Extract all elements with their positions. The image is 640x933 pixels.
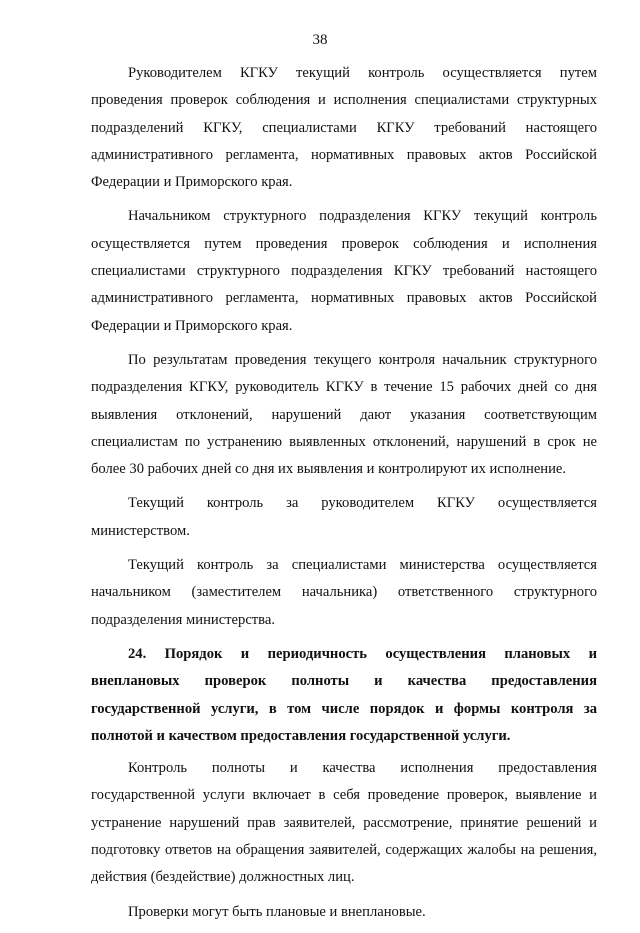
- paragraph-ministry-control: Текущий контроль за руководителем КГКУ осуществляется министерством.: [91, 495, 597, 539]
- section-heading-24: 24. Порядок и периодичность осуществления плановых и внеплановых проверок полноты и качества предоставления государственной услуги, в том числе порядок и формы контроля за полнотой и качеством предоставления государственной услуги.: [91, 645, 597, 744]
- paragraph-division-chief-control: Начальником структурного подразделения КГКУ текущий контроль осуществляется путем проведения проверок соблюдения и исполнения специалистами структурного подразделения КГКУ требований настоящего административного регламента, нормативных правовых актов Российской Федерации и Приморского края.: [91, 208, 597, 334]
- page-number: 38: [312, 32, 328, 48]
- paragraph-quality-control: Контроль полноты и качества исполнения предоставления государственной услуги включает в себя проведение проверок, выявление и устранение нарушений прав заявителей, рассмотрение, принятие решений и подготовку ответов на обращения заявителей, содержащих жалобы на решения, действия (бездействие) должностных лиц.: [91, 760, 597, 886]
- paragraph-head-control: Руководителем КГКУ текущий контроль осуществляется путем проведения проверок соблюдения и исполнения специалистами структурных подразделений КГКУ, специалистами КГКУ требований настоящего административного регламента, нормативных правовых актов Российской Федерации и Приморского края.: [91, 65, 597, 191]
- paragraph-ministry-specialists-control: Текущий контроль за специалистами министерства осуществляется начальником (заместителем начальника) ответственного структурного подразделения министерства.: [91, 557, 597, 628]
- paragraph-control-results: По результатам проведения текущего контроля начальник структурного подразделения КГКУ, руководитель КГКУ в течение 15 рабочих дней со дня выявления отклонений, нарушений дают указания соответствующим специалистам по устранению выявленных отклонений, нарушений в срок не более 30 рабочих дней со дня их выявления и контролируют их исполнение.: [91, 351, 597, 478]
- document-body: [91, 60, 597, 933]
- paragraph-inspection-types: Проверки могут быть плановые и внеплановые.: [128, 903, 426, 920]
